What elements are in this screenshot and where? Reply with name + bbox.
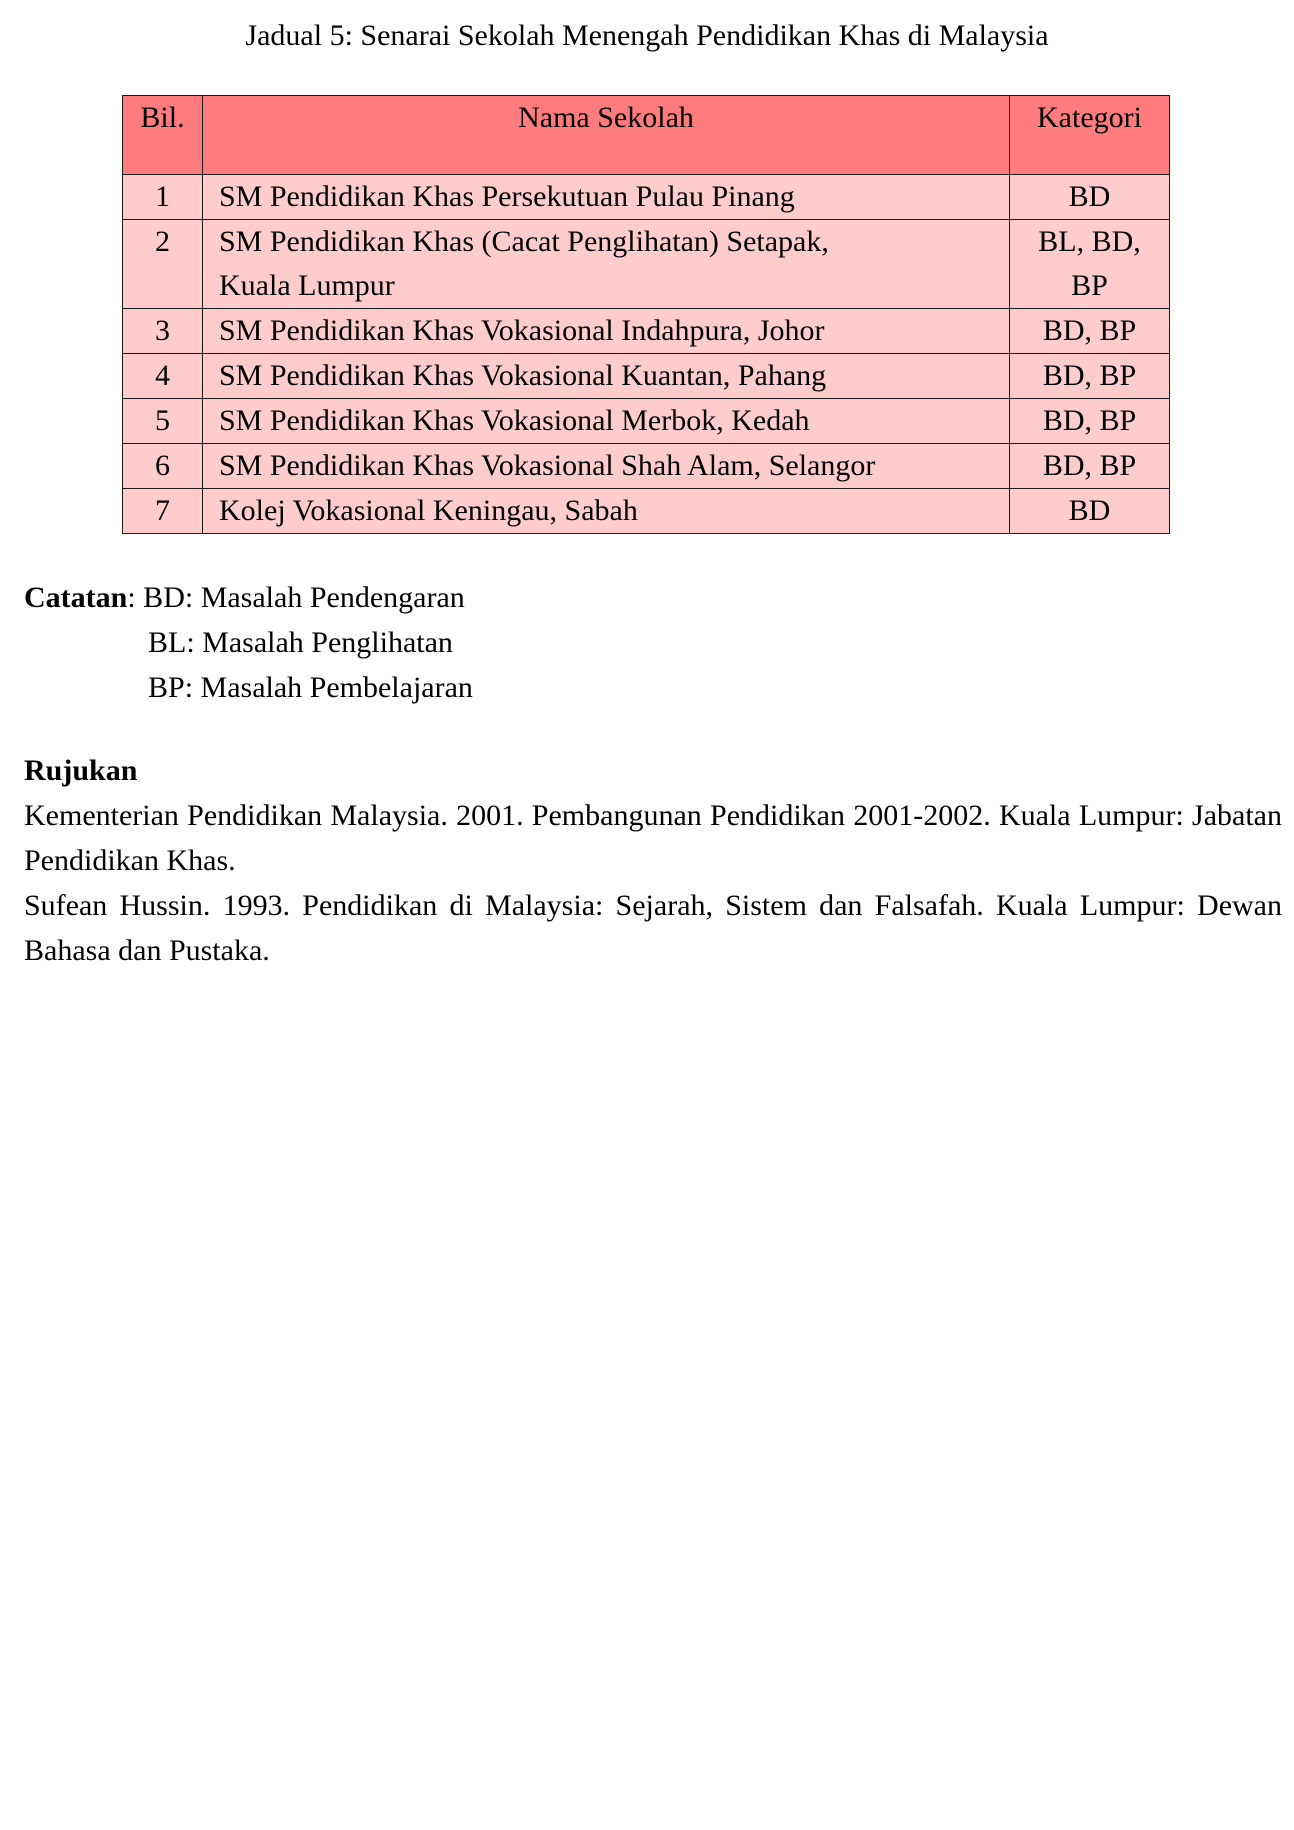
table-row: [123, 489, 1170, 534]
cell-kategori-line: BL, BD,: [1038, 225, 1141, 258]
reference-item: Kementerian Pendidikan Malaysia. 2001. Pembangunan Pendidikan 2001-2002. Kuala Lumpur: Jabatan Pendidikan Khas.: [24, 799, 1282, 877]
table-row: [123, 354, 1170, 399]
table-row: [123, 444, 1170, 489]
header-bil: Bil.: [123, 96, 203, 175]
note-line: [24, 575, 473, 620]
schools-table: [122, 95, 1170, 534]
cell-name-line: Kuala Lumpur: [219, 269, 395, 302]
header-nama-sekolah: Nama Sekolah: [203, 96, 1010, 175]
cell-kategori: [1010, 220, 1170, 309]
table-row: [123, 309, 1170, 354]
table-row: [123, 399, 1170, 444]
cell-bil: 4: [123, 354, 203, 399]
cell-kategori: BD, BP: [1010, 354, 1170, 399]
references-heading: Rujukan: [24, 754, 138, 787]
cell-bil: 3: [123, 309, 203, 354]
table-caption: Jadual 5: Senarai Sekolah Menengah Pendidikan Khas di Malaysia: [245, 19, 1049, 52]
notes-label: Catatan: [24, 581, 128, 614]
cell-name: SM Pendidikan Khas Vokasional Merbok, Kedah: [203, 399, 1010, 444]
reference-item: Sufean Hussin. 1993. Pendidikan di Malaysia: Sejarah, Sistem dan Falsafah. Kuala Lumpur: Dewan Bahasa dan Pustaka.: [24, 889, 1282, 967]
cell-kategori-line: BP: [1071, 269, 1108, 302]
cell-name-line: SM Pendidikan Khas (Cacat Penglihatan) Setapak,: [219, 225, 829, 258]
cell-kategori: BD, BP: [1010, 309, 1170, 354]
cell-name: SM Pendidikan Khas Vokasional Kuantan, Pahang: [203, 354, 1010, 399]
cell-bil: 5: [123, 399, 203, 444]
note-text: : BD: Masalah Pendengaran: [127, 581, 465, 614]
cell-kategori: BD, BP: [1010, 399, 1170, 444]
note-line: BL: Masalah Penglihatan: [148, 626, 453, 659]
cell-name: Kolej Vokasional Keningau, Sabah: [203, 489, 1010, 534]
cell-bil: 2: [123, 220, 203, 309]
cell-bil: 7: [123, 489, 203, 534]
table-header-row: [123, 96, 1170, 175]
cell-name: SM Pendidikan Khas Vokasional Shah Alam, Selangor: [203, 444, 1010, 489]
cell-kategori: BD, BP: [1010, 444, 1170, 489]
notes-section: [24, 575, 473, 710]
cell-name: SM Pendidikan Khas Vokasional Indahpura, Johor: [203, 309, 1010, 354]
references-section: [24, 748, 1282, 973]
header-kategori: Kategori: [1010, 96, 1170, 175]
cell-bil: 1: [123, 175, 203, 220]
cell-kategori: BD: [1010, 489, 1170, 534]
cell-bil: 6: [123, 444, 203, 489]
cell-name: [203, 220, 1010, 309]
table-row: [123, 220, 1170, 309]
cell-kategori: BD: [1010, 175, 1170, 220]
note-line: BP: Masalah Pembelajaran: [148, 671, 473, 704]
table-row: [123, 175, 1170, 220]
cell-name: SM Pendidikan Khas Persekutuan Pulau Pinang: [203, 175, 1010, 220]
